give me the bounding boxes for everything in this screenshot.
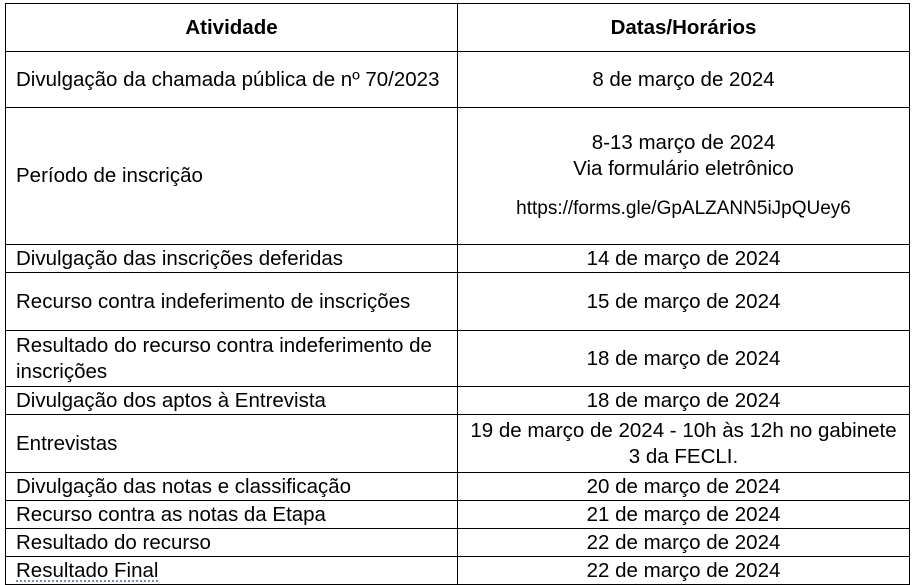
table-row (6, 387, 910, 415)
date-cell: 14 de março de 2024 (458, 245, 910, 273)
schedule-table (5, 3, 910, 585)
header-activity: Atividade (6, 4, 458, 52)
date-cell (458, 108, 910, 245)
table-row (6, 331, 910, 387)
table-row (6, 557, 910, 585)
date-cell: 20 de março de 2024 (458, 473, 910, 501)
activity-cell (6, 557, 458, 585)
activity-cell: Divulgação das inscrições deferidas (6, 245, 458, 273)
table-row (6, 52, 910, 108)
activity-cell: Divulgação dos aptos à Entrevista (6, 387, 458, 415)
table-row (6, 415, 910, 473)
table-row (6, 108, 910, 245)
activity-cell: Resultado do recurso contra indeferimento de inscrições (6, 331, 458, 387)
date-cell: 22 de março de 2024 (458, 557, 910, 585)
activity-cell: Divulgação da chamada pública de nº 70/2023 (6, 52, 458, 108)
date-cell: 8 de março de 2024 (458, 52, 910, 108)
activity-cell: Período de inscrição (6, 108, 458, 245)
table-row (6, 529, 910, 557)
activity-cell: Entrevistas (6, 415, 458, 473)
form-url-link[interactable]: https://forms.gle/GpALZANN5iJpQUey6 (516, 198, 851, 219)
table-row (6, 473, 910, 501)
date-cell: 21 de março de 2024 (458, 501, 910, 529)
activity-cell: Recurso contra indeferimento de inscrições (6, 273, 458, 331)
activity-cell: Divulgação das notas e classificação (6, 473, 458, 501)
activity-cell: Recurso contra as notas da Etapa (6, 501, 458, 529)
activity-label: Resultado Final (16, 558, 159, 582)
header-row (6, 4, 910, 52)
table-row (6, 501, 910, 529)
header-dates: Datas/Horários (458, 4, 910, 52)
date-cell: 22 de março de 2024 (458, 529, 910, 557)
date-line: 8-13 março de 2024 (591, 131, 776, 154)
date-cell: 18 de março de 2024 (458, 331, 910, 387)
table-row (6, 245, 910, 273)
date-cell: 18 de março de 2024 (458, 387, 910, 415)
table-row (6, 273, 910, 331)
date-cell: 15 de março de 2024 (458, 273, 910, 331)
activity-cell: Resultado do recurso (6, 529, 458, 557)
date-line: Via formulário eletrônico (573, 157, 794, 180)
date-cell: 19 de março de 2024 - 10h às 12h no gabinete 3 da FECLI. (458, 415, 910, 473)
